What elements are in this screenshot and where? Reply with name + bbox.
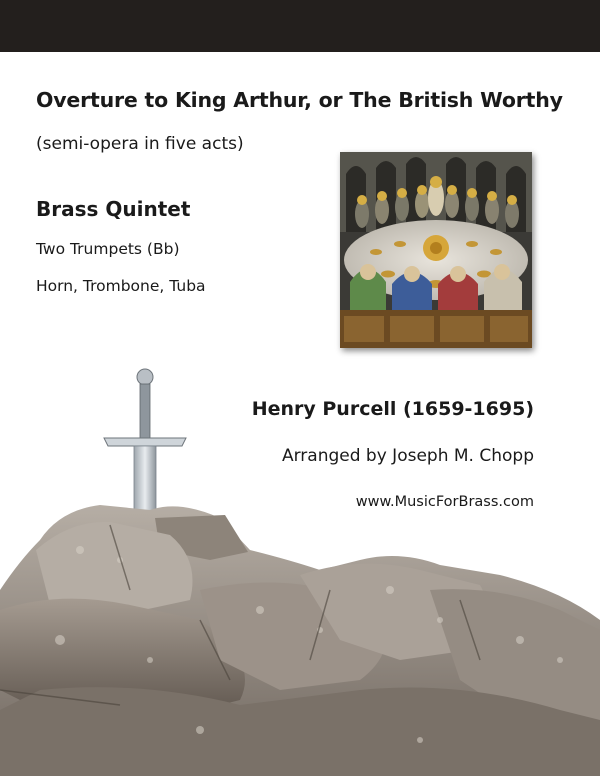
website-link[interactable]: www.MusicForBrass.com xyxy=(355,494,534,510)
instrumentation-line-1: Two Trumpets (Bb) xyxy=(36,240,180,258)
piece-subtitle: (semi-opera in five acts) xyxy=(36,134,244,154)
instrumentation-line-2: Horn, Trombone, Tuba xyxy=(36,277,206,295)
top-bar xyxy=(0,0,600,52)
ensemble-heading: Brass Quintet xyxy=(36,197,191,221)
composer: Henry Purcell (1659-1695) xyxy=(251,398,534,420)
piece-title: Overture to King Arthur, or The British Worthy xyxy=(36,88,563,112)
round-table-painting xyxy=(340,152,532,348)
arranger: Arranged by Joseph M. Chopp xyxy=(281,446,534,466)
sword xyxy=(104,369,186,520)
sword-in-stone xyxy=(0,360,600,776)
